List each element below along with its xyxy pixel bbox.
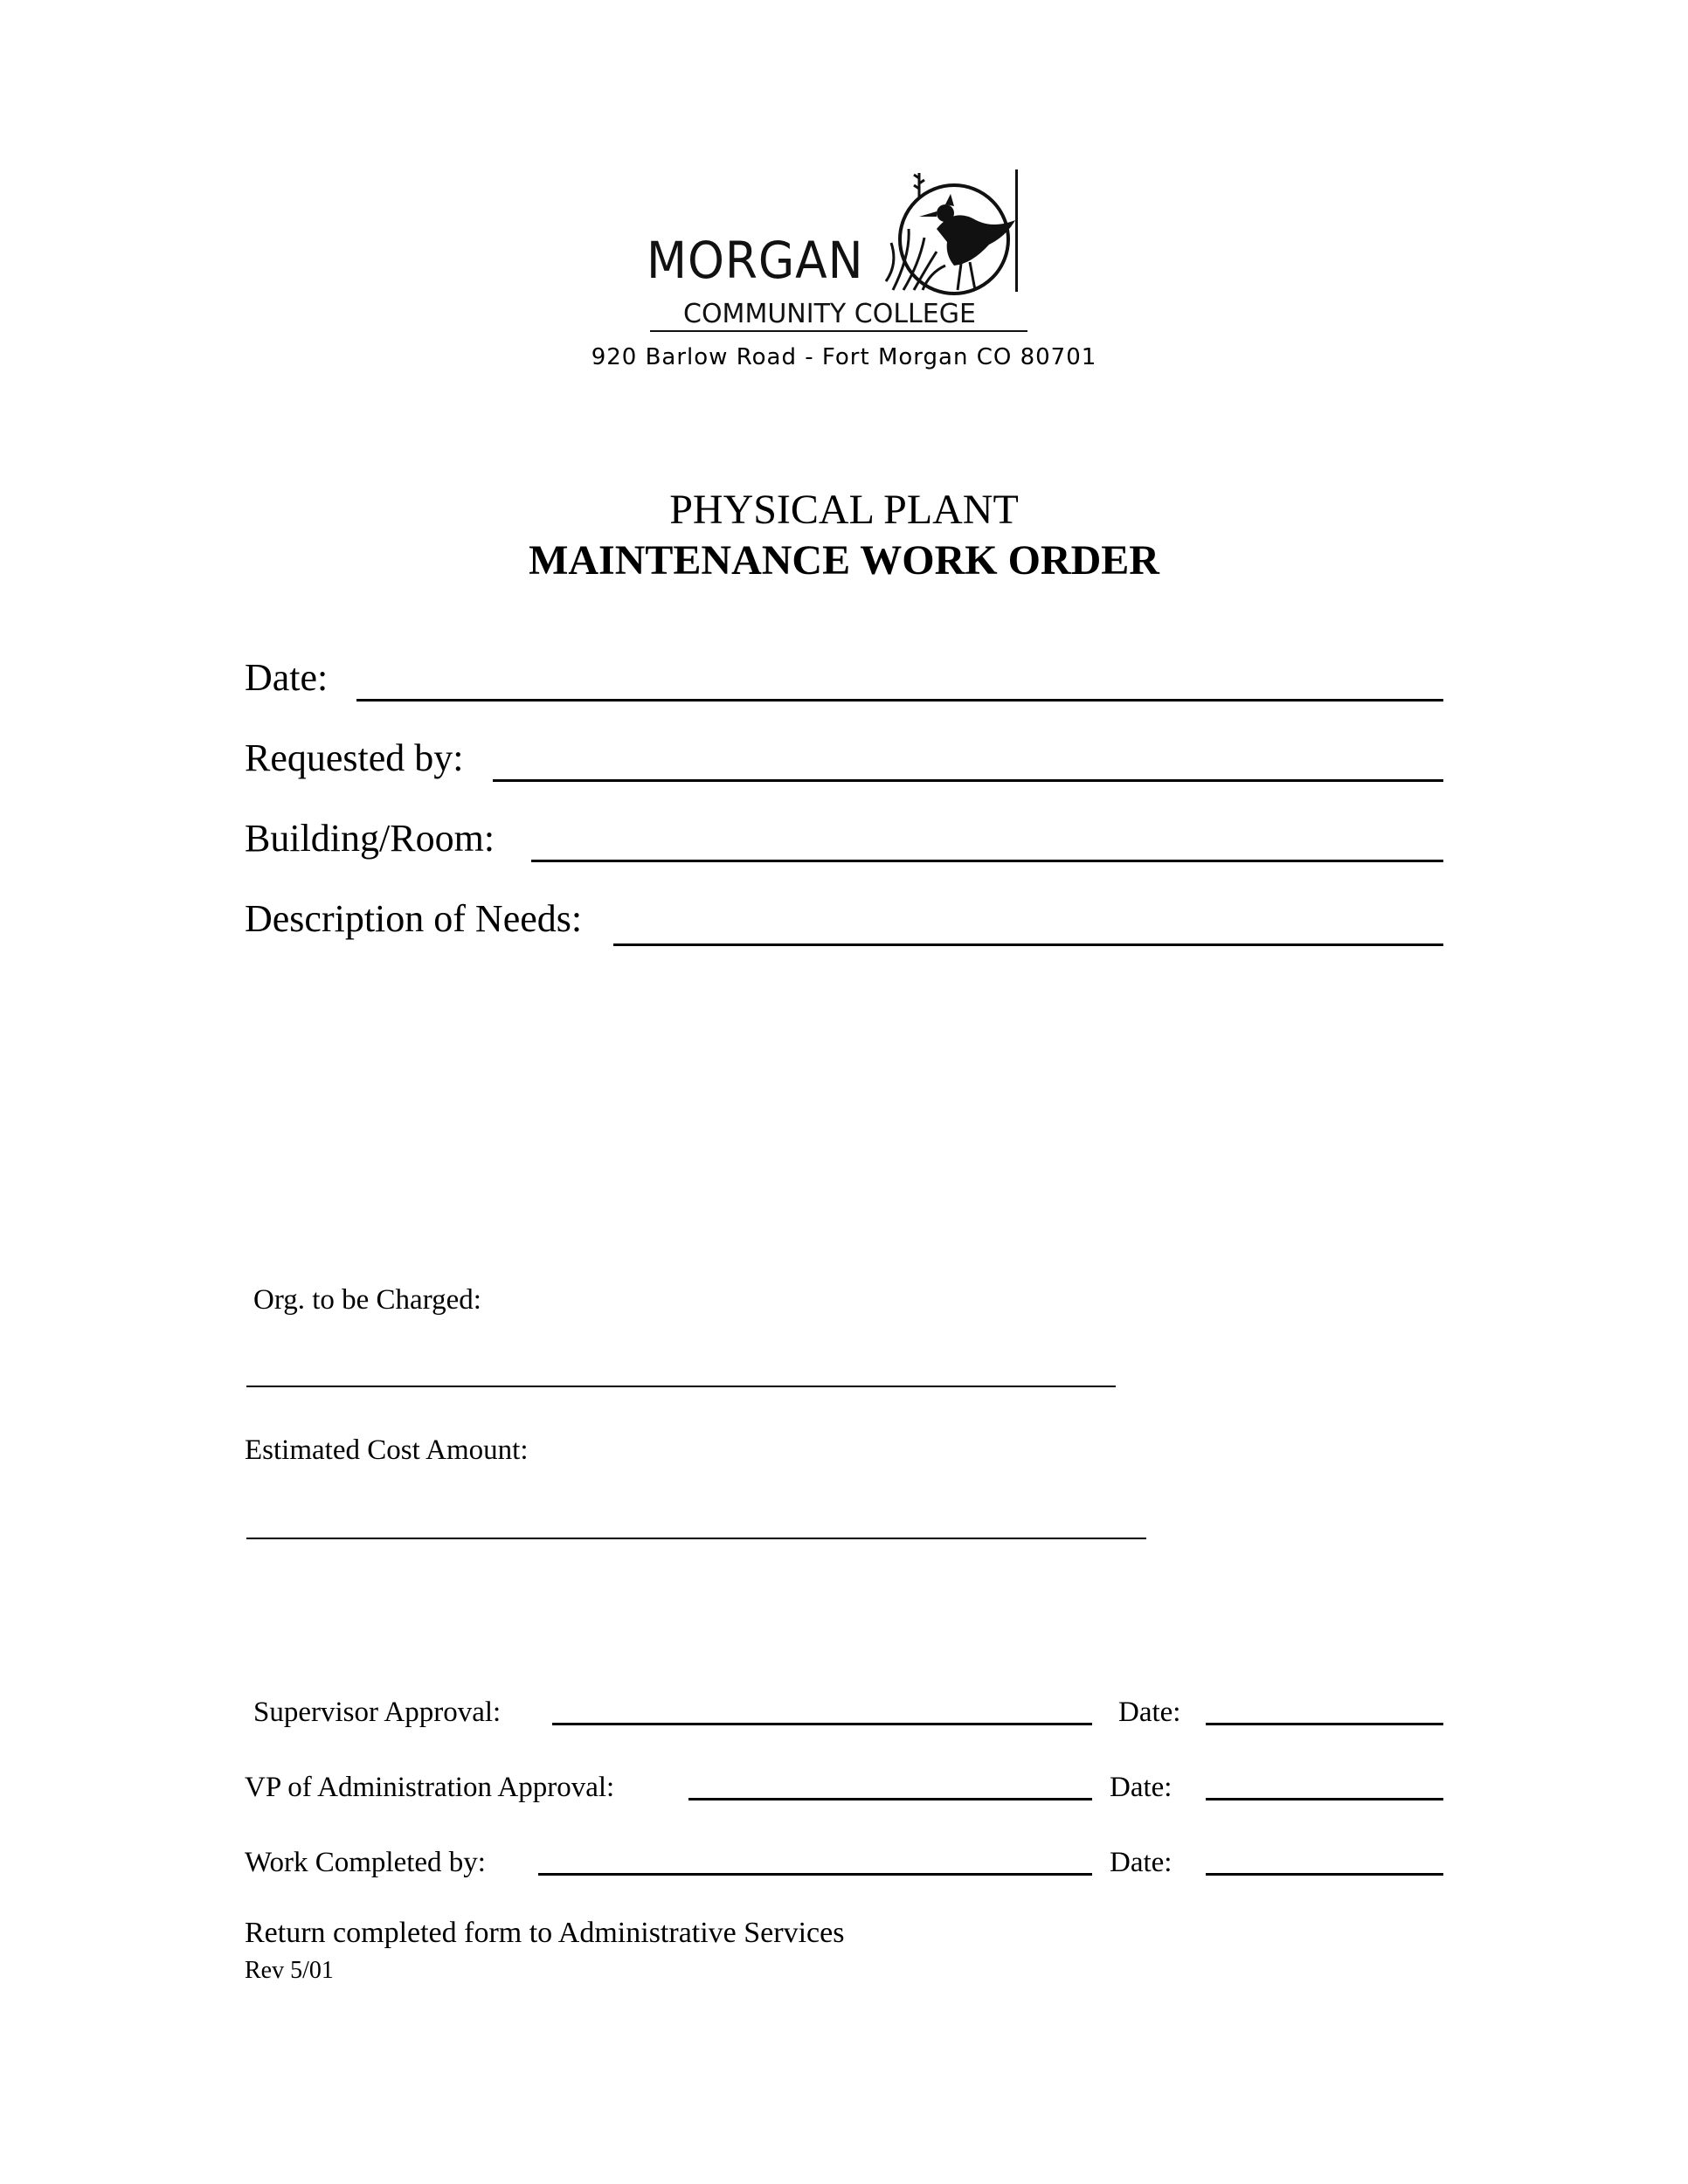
date-field-line[interactable] <box>356 699 1443 702</box>
work-completed-date-field-line[interactable] <box>1206 1873 1443 1876</box>
work-completed-date-label: Date: <box>1110 1847 1173 1878</box>
org-charged-field-line[interactable] <box>246 1386 1116 1387</box>
revision-label: Rev 5/01 <box>245 1957 334 1984</box>
vp-admin-date-label: Date: <box>1110 1772 1173 1803</box>
description-label: Description of Needs: <box>245 897 583 940</box>
building-room-label: Building/Room: <box>245 817 495 860</box>
requested-by-label: Requested by: <box>245 736 464 779</box>
college-logo <box>647 168 1031 334</box>
estimated-cost-label: Estimated Cost Amount: <box>245 1434 529 1466</box>
logo-name-top: MORGAN <box>647 231 864 290</box>
supervisor-approval-label: Supervisor Approval: <box>253 1697 502 1728</box>
building-room-field-line[interactable] <box>531 860 1443 862</box>
vp-admin-approval-field-line[interactable] <box>688 1798 1092 1800</box>
form-title: MAINTENANCE WORK ORDER <box>529 537 1159 584</box>
form-department-title: PHYSICAL PLANT <box>669 487 1019 533</box>
supervisor-date-field-line[interactable] <box>1206 1723 1443 1725</box>
logo-underline <box>650 330 1027 332</box>
supervisor-approval-field-line[interactable] <box>552 1723 1092 1725</box>
work-completed-label: Work Completed by: <box>245 1847 486 1878</box>
return-instructions: Return completed form to Administrative Services <box>245 1917 845 1949</box>
vp-admin-date-field-line[interactable] <box>1206 1798 1443 1800</box>
college-address: 920 Barlow Road - Fort Morgan CO 80701 <box>591 344 1097 370</box>
roadrunner-logo-icon <box>884 168 1033 299</box>
description-field-line[interactable] <box>613 943 1443 946</box>
requested-by-field-line[interactable] <box>493 779 1443 782</box>
work-completed-field-line[interactable] <box>538 1873 1092 1876</box>
date-label: Date: <box>245 656 329 699</box>
estimated-cost-field-line[interactable] <box>246 1538 1146 1539</box>
org-charged-label: Org. to be Charged: <box>253 1284 481 1316</box>
logo-name-bottom: COMMUNITY COLLEGE <box>683 299 976 329</box>
vp-admin-approval-label: VP of Administration Approval: <box>245 1772 615 1803</box>
supervisor-date-label: Date: <box>1118 1697 1181 1728</box>
